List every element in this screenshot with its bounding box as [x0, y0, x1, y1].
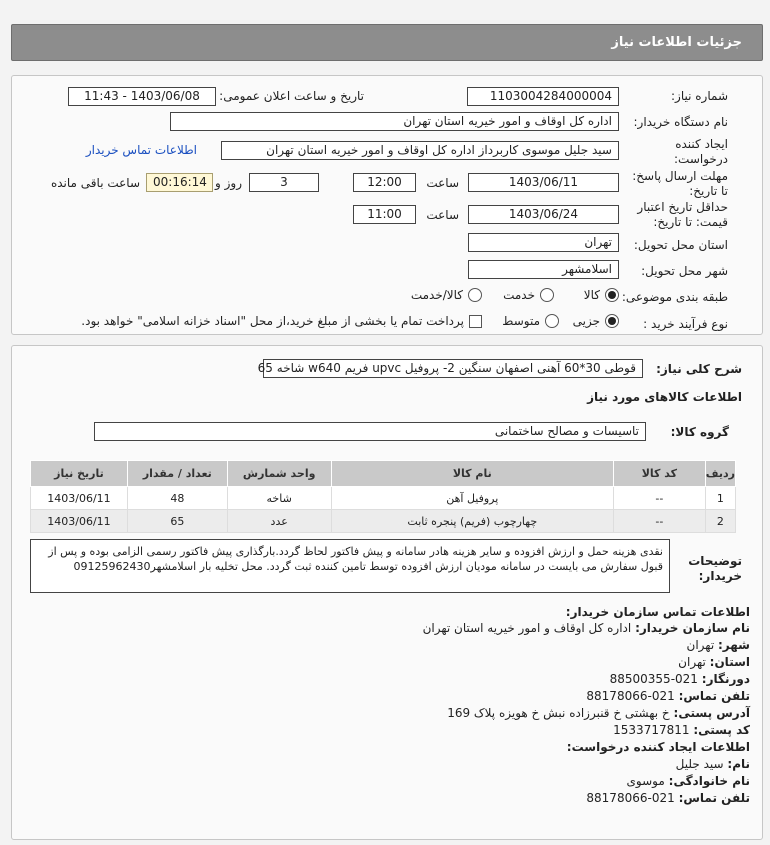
col-header-qty: تعداد / مقدار [127, 461, 227, 487]
need-details-panel [11, 75, 763, 335]
category-label: طبقه بندی موضوعی: [621, 290, 728, 304]
table-header-row [31, 461, 736, 487]
validity-date-field: 1403/06/24 [468, 205, 619, 224]
need-number-field: 1103004284000004 [467, 87, 619, 106]
category-option-goods-service[interactable]: کالا/خدمت [411, 288, 482, 302]
contact-postal: کد پستی: 1533717811 [613, 723, 750, 737]
process-option-medium[interactable]: متوسط [502, 314, 559, 328]
radio-empty-icon [468, 288, 482, 302]
summary-label: شرح کلی نیاز: [656, 362, 742, 376]
days-label: روز و [215, 176, 242, 190]
remaining-time-field: 00:16:14 [146, 173, 213, 192]
province-label: استان محل تحویل: [633, 238, 728, 252]
contact-title: اطلاعات تماس سازمان خریدار: [565, 605, 750, 619]
goods-section-title: اطلاعات کالاهای مورد نیاز [587, 390, 742, 404]
cell-qty: 48 [127, 487, 227, 510]
validity-label-1: حداقل تاریخ اعتبار [637, 200, 728, 214]
goods-table [30, 460, 736, 533]
contact-org: نام سازمان خریدار: اداره کل اوقاف و امور خیریه استان تهران [422, 621, 750, 635]
table-row [31, 487, 736, 510]
summary-field: قوطی 30*60 آهنی اصفهان سنگین 2- پروفیل upvc فریم w640 شاخه 65 [263, 359, 643, 378]
process-label: نوع فرآیند خرید : [643, 317, 728, 331]
send-time-field: 12:00 [353, 173, 416, 192]
contact-city: شهر: تهران [686, 638, 750, 652]
col-header-unit: واحد شمارش [227, 461, 331, 487]
creator-family: نام خانوادگی: موسوی [626, 774, 750, 788]
buyer-notes-label-1: توضیحات [688, 554, 742, 568]
creator-label-2: درخواست: [674, 152, 728, 166]
category-option-goods[interactable]: کالا [584, 288, 619, 302]
city-label: شهر محل تحویل: [641, 264, 728, 278]
cell-code: -- [613, 487, 705, 510]
category-option-service[interactable]: خدمت [503, 288, 554, 302]
city-field: اسلامشهر [468, 260, 619, 279]
page-header [11, 24, 763, 61]
buyer-contact-link[interactable]: اطلاعات تماس خریدار [85, 143, 197, 157]
radio-empty-icon [540, 288, 554, 302]
buyer-notes-field: نقدی هزینه حمل و ارزش افزوده و سایر هزینه هادر سامانه و پیش فاکتور لحاظ گردد.بارگذاری پیش فاکتور رسمی الزامی بوده و پس از قبول سفارش می بایست در سامانه مودیان ارزش افزوده توسط تامین کننده ثبت گردد. محل تخلیه بار اسلامشهر09125962430 [30, 539, 670, 593]
buyer-org-field: اداره کل اوقاف و امور خیریه استان تهران [170, 112, 619, 131]
validity-time-field: 11:00 [353, 205, 416, 224]
cell-name: چهارچوب (فریم) پنجره ثابت [331, 510, 613, 533]
radio-selected-icon [605, 288, 619, 302]
cell-date: 1403/06/11 [31, 487, 128, 510]
announce-field: 1403/06/08 - 11:43 [68, 87, 216, 106]
creator-field: سید جلیل موسوی کاربرداز اداره کل اوقاف و امور خیریه استان تهران [221, 141, 619, 160]
creator-label-1: ایجاد کننده [675, 137, 728, 151]
creator-name: نام: سید جلیل [675, 757, 750, 771]
creator-info-title: اطلاعات ایجاد کننده درخواست: [566, 740, 750, 754]
send-deadline-label-2: تا تاریخ: [689, 184, 728, 198]
cell-date: 1403/06/11 [31, 510, 128, 533]
creator-phone: تلفن تماس: 021-88178066 [586, 791, 750, 805]
need-number-label: شماره نیاز: [671, 89, 728, 103]
remaining-label: ساعت باقی مانده [50, 176, 140, 190]
announce-label: تاریخ و ساعت اعلان عمومی: [219, 89, 364, 103]
table-row [31, 510, 736, 533]
cell-name: پروفیل آهن [331, 487, 613, 510]
contact-fax: دورنگار: 021-88500355 [609, 672, 750, 686]
cell-unit: شاخه [227, 487, 331, 510]
col-header-date: تاریخ نیاز [31, 461, 128, 487]
buyer-notes-label-2: خریدار: [698, 569, 742, 583]
payment-checkbox[interactable] [81, 314, 482, 328]
cell-qty: 65 [127, 510, 227, 533]
province-field: تهران [468, 233, 619, 252]
send-time-label: ساعت [426, 176, 459, 190]
col-header-name: نام کالا [331, 461, 613, 487]
cell-code: -- [613, 510, 705, 533]
validity-label-2: قیمت: تا تاریخ: [653, 215, 728, 229]
send-date-field: 1403/06/11 [468, 173, 619, 192]
validity-time-label: ساعت [426, 208, 459, 222]
buyer-org-label: نام دستگاه خریدار: [633, 115, 728, 129]
goods-group-label: گروه کالا: [670, 425, 729, 439]
payment-note: پرداخت تمام یا بخشی از مبلغ خرید،از محل "اسناد خزانه اسلامی" خواهد بود. [81, 314, 464, 328]
goods-group-field: تاسیسات و مصالح ساختمانی [94, 422, 646, 441]
checkbox-icon [469, 315, 482, 328]
page-title: جزئیات اطلاعات نیاز [611, 35, 742, 50]
contact-province: استان: تهران [678, 655, 750, 669]
contact-phone: تلفن تماس: 021-88178066 [586, 689, 750, 703]
cell-row: 1 [705, 487, 735, 510]
contact-address: آدرس پستی: خ بهشتی خ قنبرزاده نبش خ هویزه پلاک 169 [447, 706, 750, 720]
cell-unit: عدد [227, 510, 331, 533]
days-field: 3 [249, 173, 319, 192]
col-header-row: ردیف [705, 461, 735, 487]
col-header-code: کد کالا [613, 461, 705, 487]
process-option-minor[interactable]: جزیی [573, 314, 619, 328]
send-deadline-label-1: مهلت ارسال پاسخ: [632, 169, 728, 183]
radio-empty-icon [545, 314, 559, 328]
radio-selected-icon [605, 314, 619, 328]
cell-row: 2 [705, 510, 735, 533]
